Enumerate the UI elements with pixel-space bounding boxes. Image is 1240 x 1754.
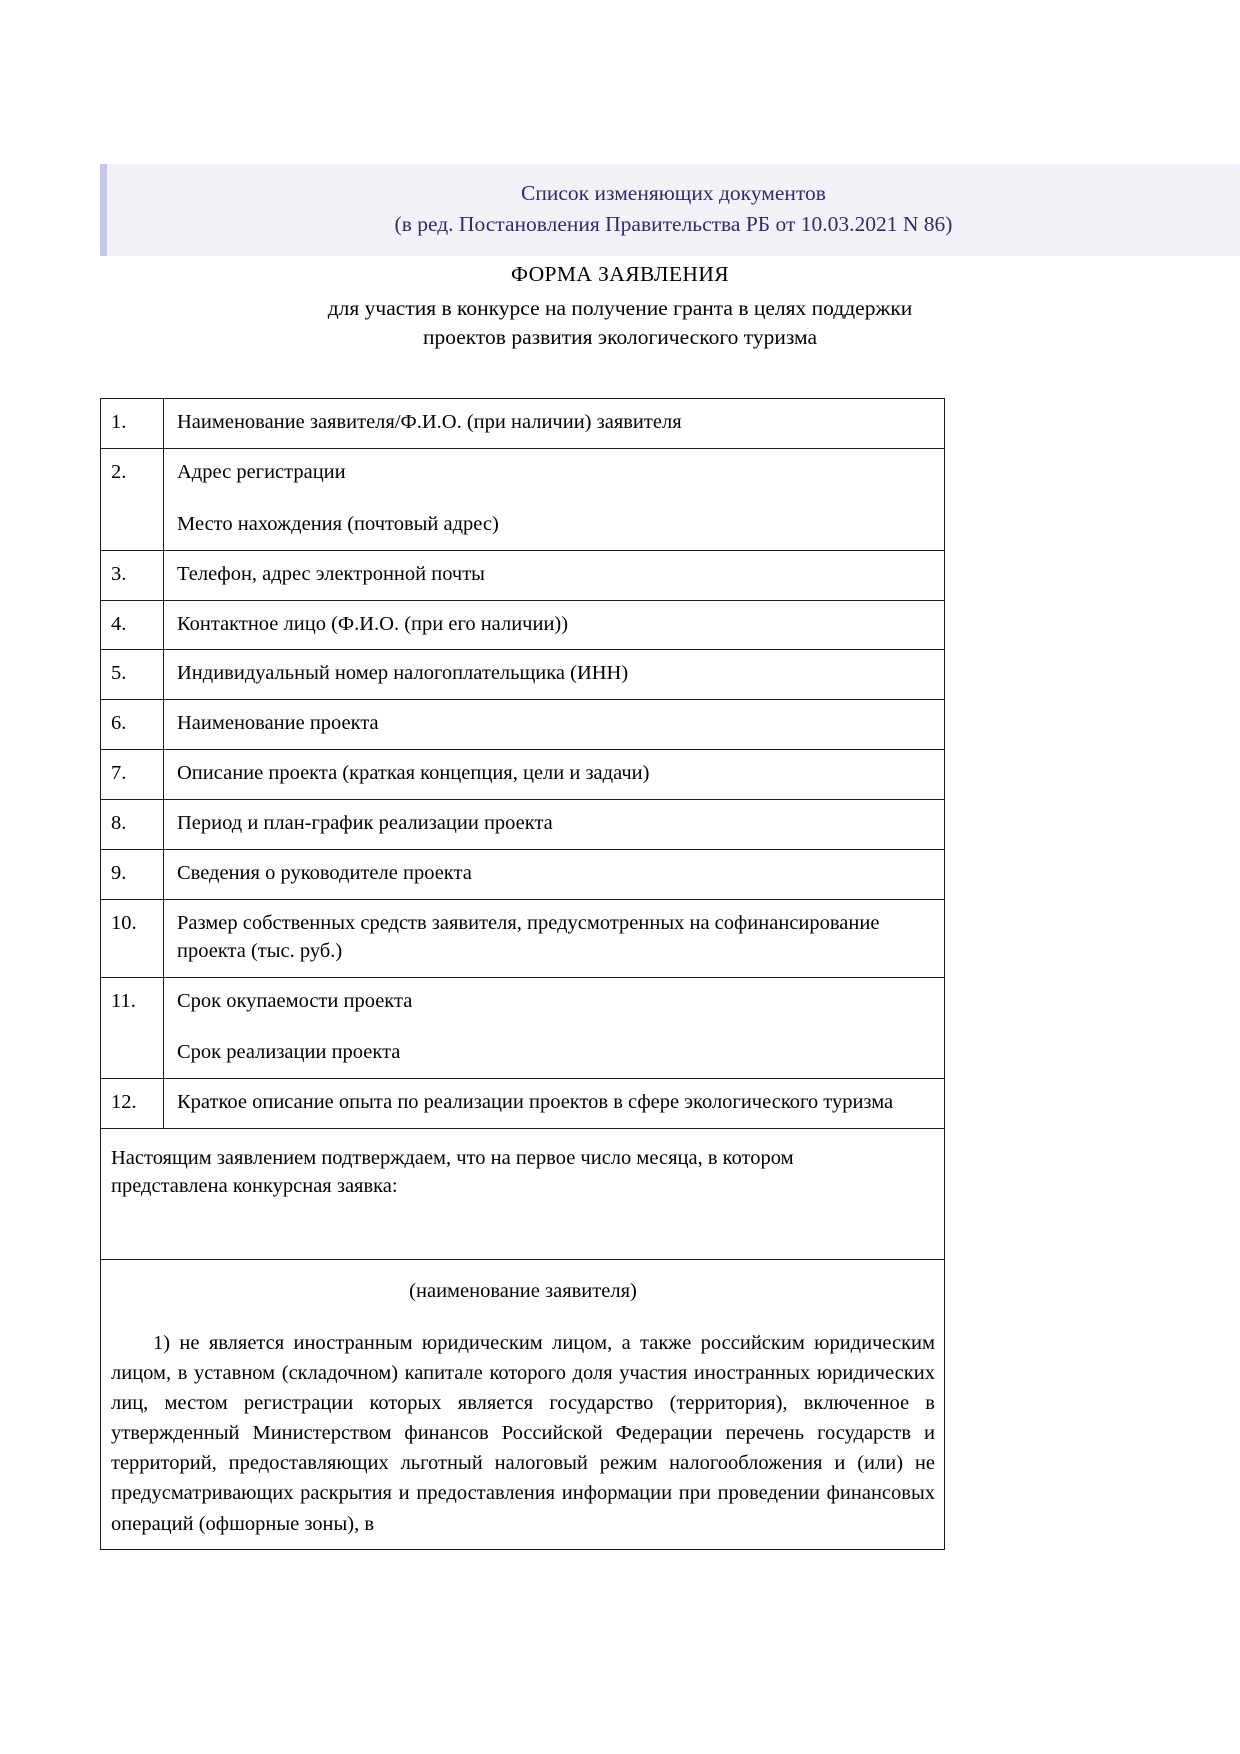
row-label xyxy=(164,600,945,650)
row-number: 10. xyxy=(101,899,164,977)
document-subtitle-line-2: проектов развития экологического туризма xyxy=(422,325,818,350)
page-title: ФОРМА ЗАЯВЛЕНИЯ xyxy=(510,262,730,286)
row-label xyxy=(164,1079,945,1129)
row-label xyxy=(164,800,945,850)
row-label xyxy=(164,399,945,449)
row-number: 6. xyxy=(101,700,164,750)
table-row xyxy=(101,448,945,550)
form-table-body xyxy=(101,399,945,1550)
row-number: 8. xyxy=(101,800,164,850)
row-number: 5. xyxy=(101,650,164,700)
row-label-text: Размер собственных средств заявителя, предусмотренных на софинансирование проекта (тыс. руб.) xyxy=(177,911,880,962)
applicant-name-caption: (наименование заявителя) xyxy=(409,1279,637,1302)
declaration-block xyxy=(101,1259,945,1549)
revision-banner-reference: (в ред. Постановления Правительства РБ от 10.03.2021 N 86) xyxy=(394,212,953,237)
table-row xyxy=(101,1079,945,1129)
row-label-text: Индивидуальный номер налогоплательщика (ИНН) xyxy=(177,662,629,685)
confirmation-statement xyxy=(101,1129,945,1260)
row-number: 7. xyxy=(101,750,164,800)
statement-line-1: Настоящим заявлением подтверждаем, что на первое число месяца, в котором xyxy=(111,1147,794,1170)
row-label xyxy=(164,977,945,1079)
row-label-text: Контактное лицо (Ф.И.О. (при его наличии)) xyxy=(177,612,569,635)
row-label-text: Адрес регистрации xyxy=(177,460,346,483)
row-label-text: Телефон, адрес электронной почты xyxy=(177,562,485,585)
application-form-table xyxy=(100,398,945,1550)
document-subtitle-line-1: для участия в конкурсе на получение гранта в целях поддержки xyxy=(327,296,913,320)
table-row xyxy=(101,550,945,600)
row-number: 12. xyxy=(101,1079,164,1129)
table-row xyxy=(101,849,945,899)
row-label-text: Наименование проекта xyxy=(177,712,379,735)
table-row xyxy=(101,600,945,650)
row-label xyxy=(164,899,945,977)
row-label xyxy=(164,650,945,700)
table-row xyxy=(101,650,945,700)
row-label-text: Наименование заявителя/Ф.И.О. (при наличии) заявителя xyxy=(177,411,682,433)
row-number: 1. xyxy=(101,399,164,449)
clause-wrapper xyxy=(111,1328,935,1539)
row-number: 2. xyxy=(101,448,164,550)
row-label xyxy=(164,750,945,800)
row-number: 4. xyxy=(101,600,164,650)
row-label-text: Краткое описание опыта по реализации проектов в сфере экологического туризма xyxy=(177,1091,894,1114)
statement-line-2: представлена конкурсная заявка: xyxy=(111,1175,398,1197)
row-label xyxy=(164,700,945,750)
row-number: 11. xyxy=(101,977,164,1079)
revision-banner xyxy=(100,164,1240,256)
table-row xyxy=(101,700,945,750)
declaration-row xyxy=(101,1259,945,1549)
row-sublabel-text: Место нахождения (почтовый адрес) xyxy=(177,512,499,535)
row-label-text: Сведения о руководителе проекта xyxy=(177,861,472,884)
row-label xyxy=(164,448,945,550)
table-row xyxy=(101,399,945,449)
row-label-text: Описание проекта (краткая концепция, цели и задачи) xyxy=(177,762,650,785)
table-row xyxy=(101,977,945,1079)
row-label-text: Срок окупаемости проекта xyxy=(177,989,413,1012)
row-sublabel-text: Срок реализации проекта xyxy=(177,1041,401,1064)
revision-banner-title: Список изменяющих документов xyxy=(521,181,826,205)
document-title-block xyxy=(120,262,1120,353)
row-label-text: Период и план-график реализации проекта xyxy=(177,812,553,834)
statement-row xyxy=(101,1129,945,1260)
row-number: 3. xyxy=(101,550,164,600)
row-label xyxy=(164,849,945,899)
row-label xyxy=(164,550,945,600)
table-row xyxy=(101,800,945,850)
row-number: 9. xyxy=(101,849,164,899)
declaration-clause-1: 1) не является иностранным юридическим лицом, а также российским юридическим лицом, в уставном (складочном) капитале которого доля участия иностранных юридических лиц, местом регистрации которых является государство (территория), включенное в утвержденный Министерством финансов Российской Федерации перечень государств и территорий, предоставляющих льготный налоговый режим налогообложения и (или) не предусматривающих раскрытия и предоставления информации при проведении финансовых операций (офшорные зоны), в xyxy=(111,1331,935,1535)
document-subtitle xyxy=(120,294,1120,353)
table-row xyxy=(101,750,945,800)
table-row xyxy=(101,899,945,977)
